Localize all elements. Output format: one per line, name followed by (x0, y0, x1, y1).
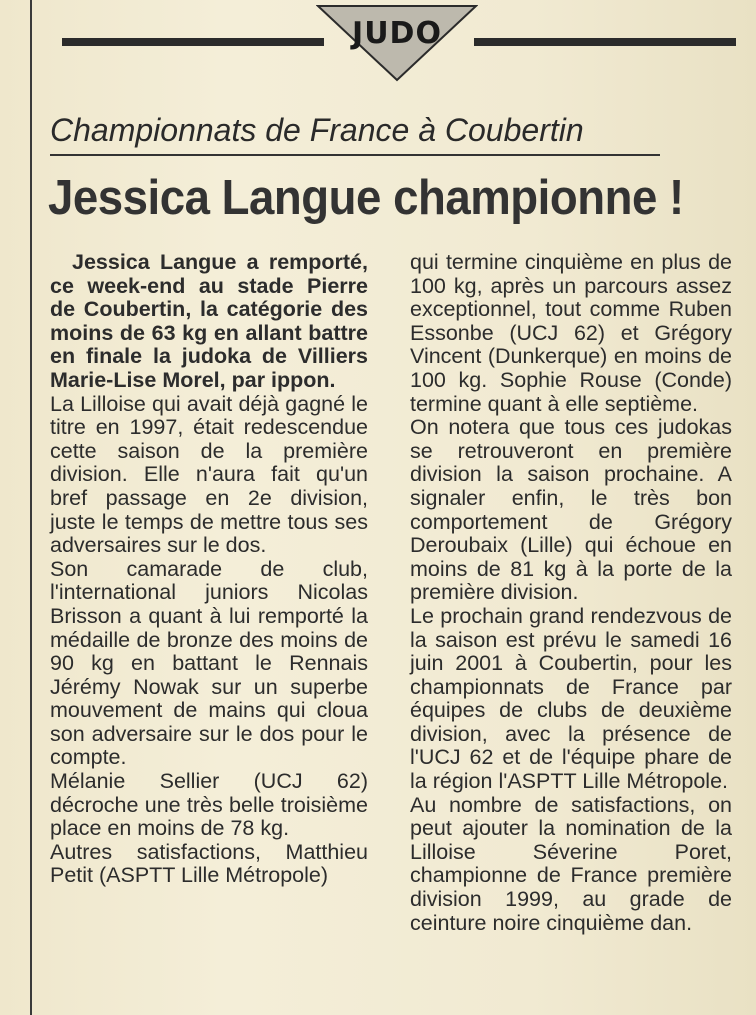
body-paragraph: Au nombre de satisfactions, on peut ajouter la nomination de la Lilloise Séverine Poret, championne de France première division 1999, au grade de ceinture noire cinquième dan. (410, 792, 732, 935)
header-rule-left (62, 38, 324, 46)
article-column-left (50, 251, 368, 888)
lead-paragraph: Jessica Langue a remporté, ce week-end au stade Pierre de Coubertin, la catégorie des moins de 63 kg en allant battre en finale la judoka de Villiers Marie-Lise Morel, par ippon. (50, 250, 368, 392)
body-paragraph: Mélanie Sellier (UCJ 62) décroche une très belle troisième place en moins de 78 kg. (50, 769, 368, 841)
article-column-right (410, 251, 732, 935)
body-paragraph: qui termine cinquième en plus de 100 kg, après un parcours assez exceptionnel, tout comme Ruben Essonbe (UCJ 62) et Grégory Vincent (Dunkerque) en moins de 100 kg. Sophie Rouse (Conde) termine quant à elle septième. (410, 250, 732, 416)
body-paragraph: La Lilloise qui avait déjà gagné le titre en 1997, était redescendue cette saison de la première division. Elle n'aura fait qu'un bref passage en 2e division, juste le temps de mettre tous ses adversaires sur le dos. (50, 391, 368, 558)
body-paragraph: Le prochain grand rendezvous de la saison est prévu le samedi 16 juin 2001 à Coubertin, pour les championnats de France par équipes de clubs de deuxième division, avec la présence de l'UCJ 62 et de l'équipe phare de la région l'ASPTT Lille Métropole. (410, 603, 732, 794)
kicker-underline (50, 154, 660, 156)
headline: Jessica Langue championne ! (48, 171, 684, 225)
body-paragraph: Autres satisfactions, Matthieu Petit (ASPTT Lille Métropole) (50, 839, 368, 888)
header-rule-right (474, 38, 736, 46)
body-paragraph: Son camarade de club, l'international juniors Nicolas Brisson a quant à lui remporté la médaille de bronze des moins de 90 kg en battant le Rennais Jérémy Nowak sur un superbe mouvement de mains qui cloua son adversaire sur le dos pour le compte. (50, 556, 368, 770)
column-rule (30, 0, 32, 1015)
kicker: Championnats de France à Coubertin (50, 112, 584, 148)
section-badge-label: JUDO (352, 16, 442, 51)
section-badge (316, 4, 478, 82)
body-paragraph: On notera que tous ces judokas se retrouveront en première division la saison prochaine. A signaler enfin, le très bon comportement de Grégory Deroubaix (Lille) qui échoue en moins de 81 kg à la porte de la première division. (410, 415, 732, 605)
